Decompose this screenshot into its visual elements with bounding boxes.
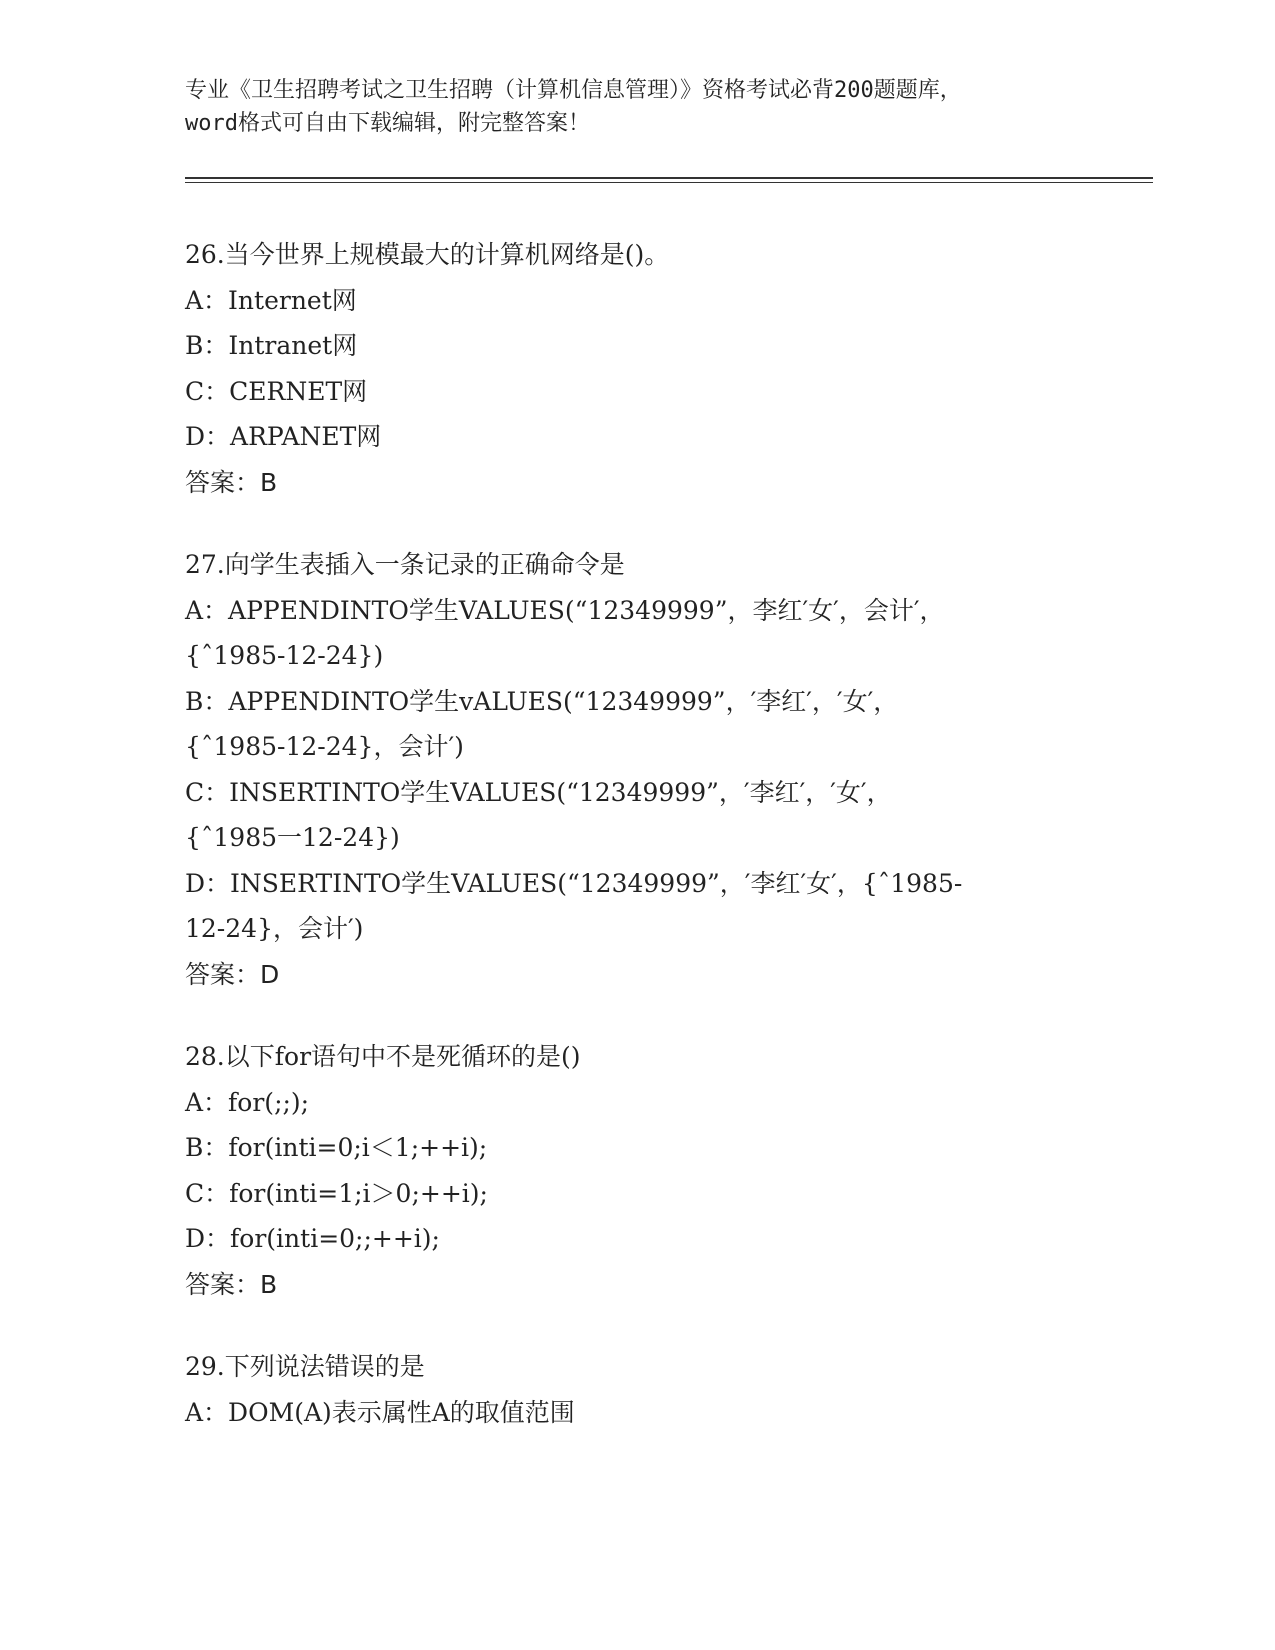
option-c: C：CERNET网 — [185, 376, 368, 406]
option-a: A：for(;;); — [185, 1087, 310, 1117]
header-divider-thin — [185, 182, 1153, 183]
document-header — [185, 74, 1085, 140]
answer-line: 答案：D — [185, 959, 280, 989]
question-stem: 27.向学生表插入一条记录的正确命令是 — [185, 550, 625, 579]
question-26 — [185, 232, 1085, 505]
header-line-2: word格式可自由下载编辑，附完整答案！ — [185, 111, 590, 136]
option-d: D：for(inti=0;;++i); — [185, 1224, 440, 1253]
option-a-continued: {ˆ1985-12-24}) — [185, 641, 384, 670]
header-divider-thick — [185, 177, 1153, 179]
question-stem: 26.当今世界上规模最大的计算机网络是()。 — [185, 240, 670, 269]
option-a: A：Internet网 — [185, 285, 357, 315]
option-d-continued: 12-24}，会计′) — [185, 914, 364, 943]
question-stem: 28.以下for语句中不是死循环的是() — [185, 1042, 581, 1071]
question-28 — [185, 1034, 1085, 1307]
question-list — [185, 232, 1085, 1472]
option-d: D：ARPANET网 — [185, 422, 382, 451]
option-b-continued: {ˆ1985-12-24}，会计′) — [185, 732, 464, 761]
option-b: B：for(inti=0;i＜1;++i); — [185, 1133, 488, 1162]
option-a: A：APPENDINTO学生VALUES(“12349999”，李红′女′，会计′， — [185, 595, 945, 625]
option-c: C：INSERTINTO学生VALUES(“12349999”，′李红′，′女′， — [185, 777, 892, 807]
option-b: B：APPENDINTO学生vALUES(“12349999”，′李红′，′女′， — [185, 686, 899, 716]
option-c: C：for(inti=1;i＞0;++i); — [185, 1178, 488, 1208]
option-d: D：INSERTINTO学生VALUES(“12349999”，′李红′女′，{ˆ1985- — [185, 868, 963, 898]
answer-line: 答案：B — [185, 467, 278, 497]
answer-line: 答案：B — [185, 1269, 278, 1299]
option-b: B：Intranet网 — [185, 331, 358, 360]
question-stem: 29.下列说法错误的是 — [185, 1352, 425, 1381]
option-c-continued: {ˆ1985一12-24}) — [185, 823, 400, 852]
option-a: A：DOM(A)表示属性A的取值范围 — [185, 1397, 575, 1427]
question-27 — [185, 542, 1085, 997]
question-29 — [185, 1344, 1085, 1435]
header-line-1: 专业《卫生招聘考试之卫生招聘（计算机信息管理）》资格考试必背200题题库， — [185, 78, 962, 103]
